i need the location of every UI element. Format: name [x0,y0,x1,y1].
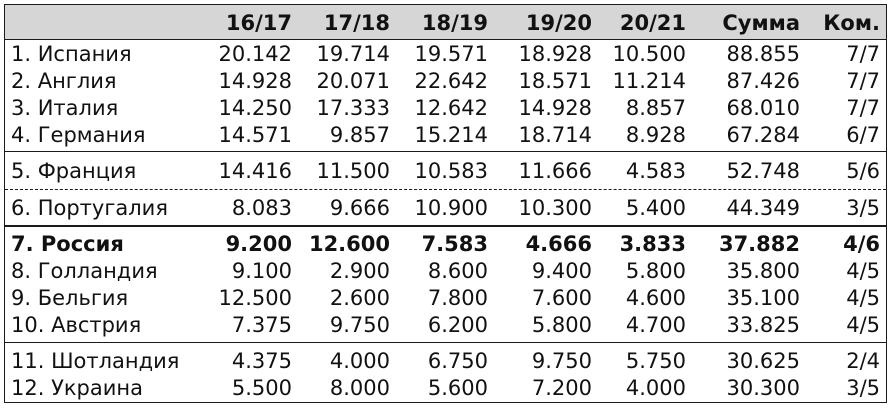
table-row [5,231,886,257]
header-20-21: 20/21 [619,11,686,35]
value-cell: 4/5 [846,286,880,310]
value-cell: 4/5 [846,313,880,337]
value-cell: 18.928 [518,42,592,66]
value-cell: 30.300 [726,376,800,400]
row-separator [5,151,886,152]
value-cell: 88.855 [726,42,800,66]
country-cell: 5. Франция [11,159,137,183]
value-cell: 10.900 [414,196,488,220]
value-cell: 44.349 [726,196,800,220]
table-header [5,5,886,40]
value-cell: 17.333 [316,96,390,120]
value-cell: 87.426 [726,69,800,93]
value-cell: 2/4 [846,349,880,373]
value-cell: 7.200 [531,376,592,400]
value-cell: 7.583 [421,232,488,256]
value-cell: 2.600 [329,286,390,310]
header-17-18: 17/18 [323,11,390,35]
country-cell: 12. Украина [11,376,143,400]
value-cell: 5.500 [231,376,292,400]
value-cell: 8.928 [625,123,686,147]
row-separator [5,342,886,343]
value-cell: 4/6 [843,232,880,256]
row-separator [5,189,886,190]
value-cell: 5/6 [846,159,880,183]
country-cell: 3. Италия [11,96,119,120]
table-row [5,95,886,121]
value-cell: 7.600 [531,286,592,310]
value-cell: 8.857 [625,96,686,120]
table-row [5,258,886,284]
value-cell: 14.571 [218,123,292,147]
country-cell: 11. Шотландия [11,349,180,373]
header-16-17: 16/17 [225,11,292,35]
table-row [5,68,886,94]
value-cell: 5.400 [625,196,686,220]
value-cell: 9.666 [329,196,390,220]
value-cell: 6/7 [846,123,880,147]
table-row [5,158,886,184]
table-row [5,312,886,338]
value-cell: 37.882 [718,232,800,256]
value-cell: 4/5 [846,259,880,283]
country-cell: 2. Англия [11,69,117,93]
value-cell: 9.400 [531,259,592,283]
value-cell: 7/7 [846,42,880,66]
value-cell: 4.666 [525,232,592,256]
value-cell: 4.000 [329,349,390,373]
country-cell: 6. Португалия [11,196,168,220]
value-cell: 5.800 [625,259,686,283]
value-cell: 19.571 [414,42,488,66]
value-cell: 4.700 [625,313,686,337]
value-cell: 2.900 [329,259,390,283]
value-cell: 3.833 [619,232,686,256]
table-row [5,375,886,401]
value-cell: 33.825 [726,313,800,337]
coefficient-table [4,4,887,403]
value-cell: 14.928 [218,69,292,93]
value-cell: 11.500 [316,159,390,183]
value-cell: 5.750 [625,349,686,373]
value-cell: 19.714 [316,42,390,66]
table-row [5,285,886,311]
value-cell: 5.800 [531,313,592,337]
value-cell: 67.284 [726,123,800,147]
value-cell: 7.800 [427,286,488,310]
value-cell: 8.000 [329,376,390,400]
country-cell: 7. Россия [11,232,124,256]
value-cell: 9.100 [231,259,292,283]
value-cell: 10.500 [612,42,686,66]
country-cell: 1. Испания [11,42,132,66]
value-cell: 8.083 [231,196,292,220]
value-cell: 30.625 [726,349,800,373]
value-cell: 4.583 [625,159,686,183]
value-cell: 20.142 [218,42,292,66]
value-cell: 68.010 [726,96,800,120]
value-cell: 35.800 [726,259,800,283]
value-cell: 3/5 [846,376,880,400]
row-separator [5,225,886,227]
country-cell: 8. Голландия [11,259,158,283]
table-row [5,41,886,67]
value-cell: 52.748 [726,159,800,183]
value-cell: 9.750 [531,349,592,373]
value-cell: 22.642 [414,69,488,93]
value-cell: 18.714 [518,123,592,147]
country-cell: 4. Германия [11,123,146,147]
value-cell: 5.600 [427,376,488,400]
header-sum: Сумма [722,11,800,35]
value-cell: 14.250 [218,96,292,120]
value-cell: 10.300 [518,196,592,220]
value-cell: 11.214 [612,69,686,93]
value-cell: 7/7 [846,96,880,120]
value-cell: 9.200 [225,232,292,256]
header-teams: Ком. [823,11,880,35]
country-cell: 9. Бельгия [11,286,129,310]
table-row [5,348,886,374]
value-cell: 6.750 [427,349,488,373]
value-cell: 14.416 [218,159,292,183]
value-cell: 7/7 [846,69,880,93]
value-cell: 10.583 [414,159,488,183]
value-cell: 8.600 [427,259,488,283]
header-18-19: 18/19 [421,11,488,35]
value-cell: 15.214 [414,123,488,147]
value-cell: 12.500 [218,286,292,310]
value-cell: 12.642 [414,96,488,120]
country-cell: 10. Австрия [11,313,142,337]
header-19-20: 19/20 [525,11,592,35]
value-cell: 4.000 [625,376,686,400]
value-cell: 7.375 [231,313,292,337]
value-cell: 4.375 [231,349,292,373]
value-cell: 9.857 [329,123,390,147]
value-cell: 12.600 [308,232,390,256]
value-cell: 18.571 [518,69,592,93]
value-cell: 11.666 [518,159,592,183]
value-cell: 35.100 [726,286,800,310]
value-cell: 20.071 [316,69,390,93]
table-row [5,195,886,221]
value-cell: 3/5 [846,196,880,220]
value-cell: 6.200 [427,313,488,337]
value-cell: 9.750 [329,313,390,337]
value-cell: 14.928 [518,96,592,120]
value-cell: 4.600 [625,286,686,310]
table-row [5,122,886,148]
